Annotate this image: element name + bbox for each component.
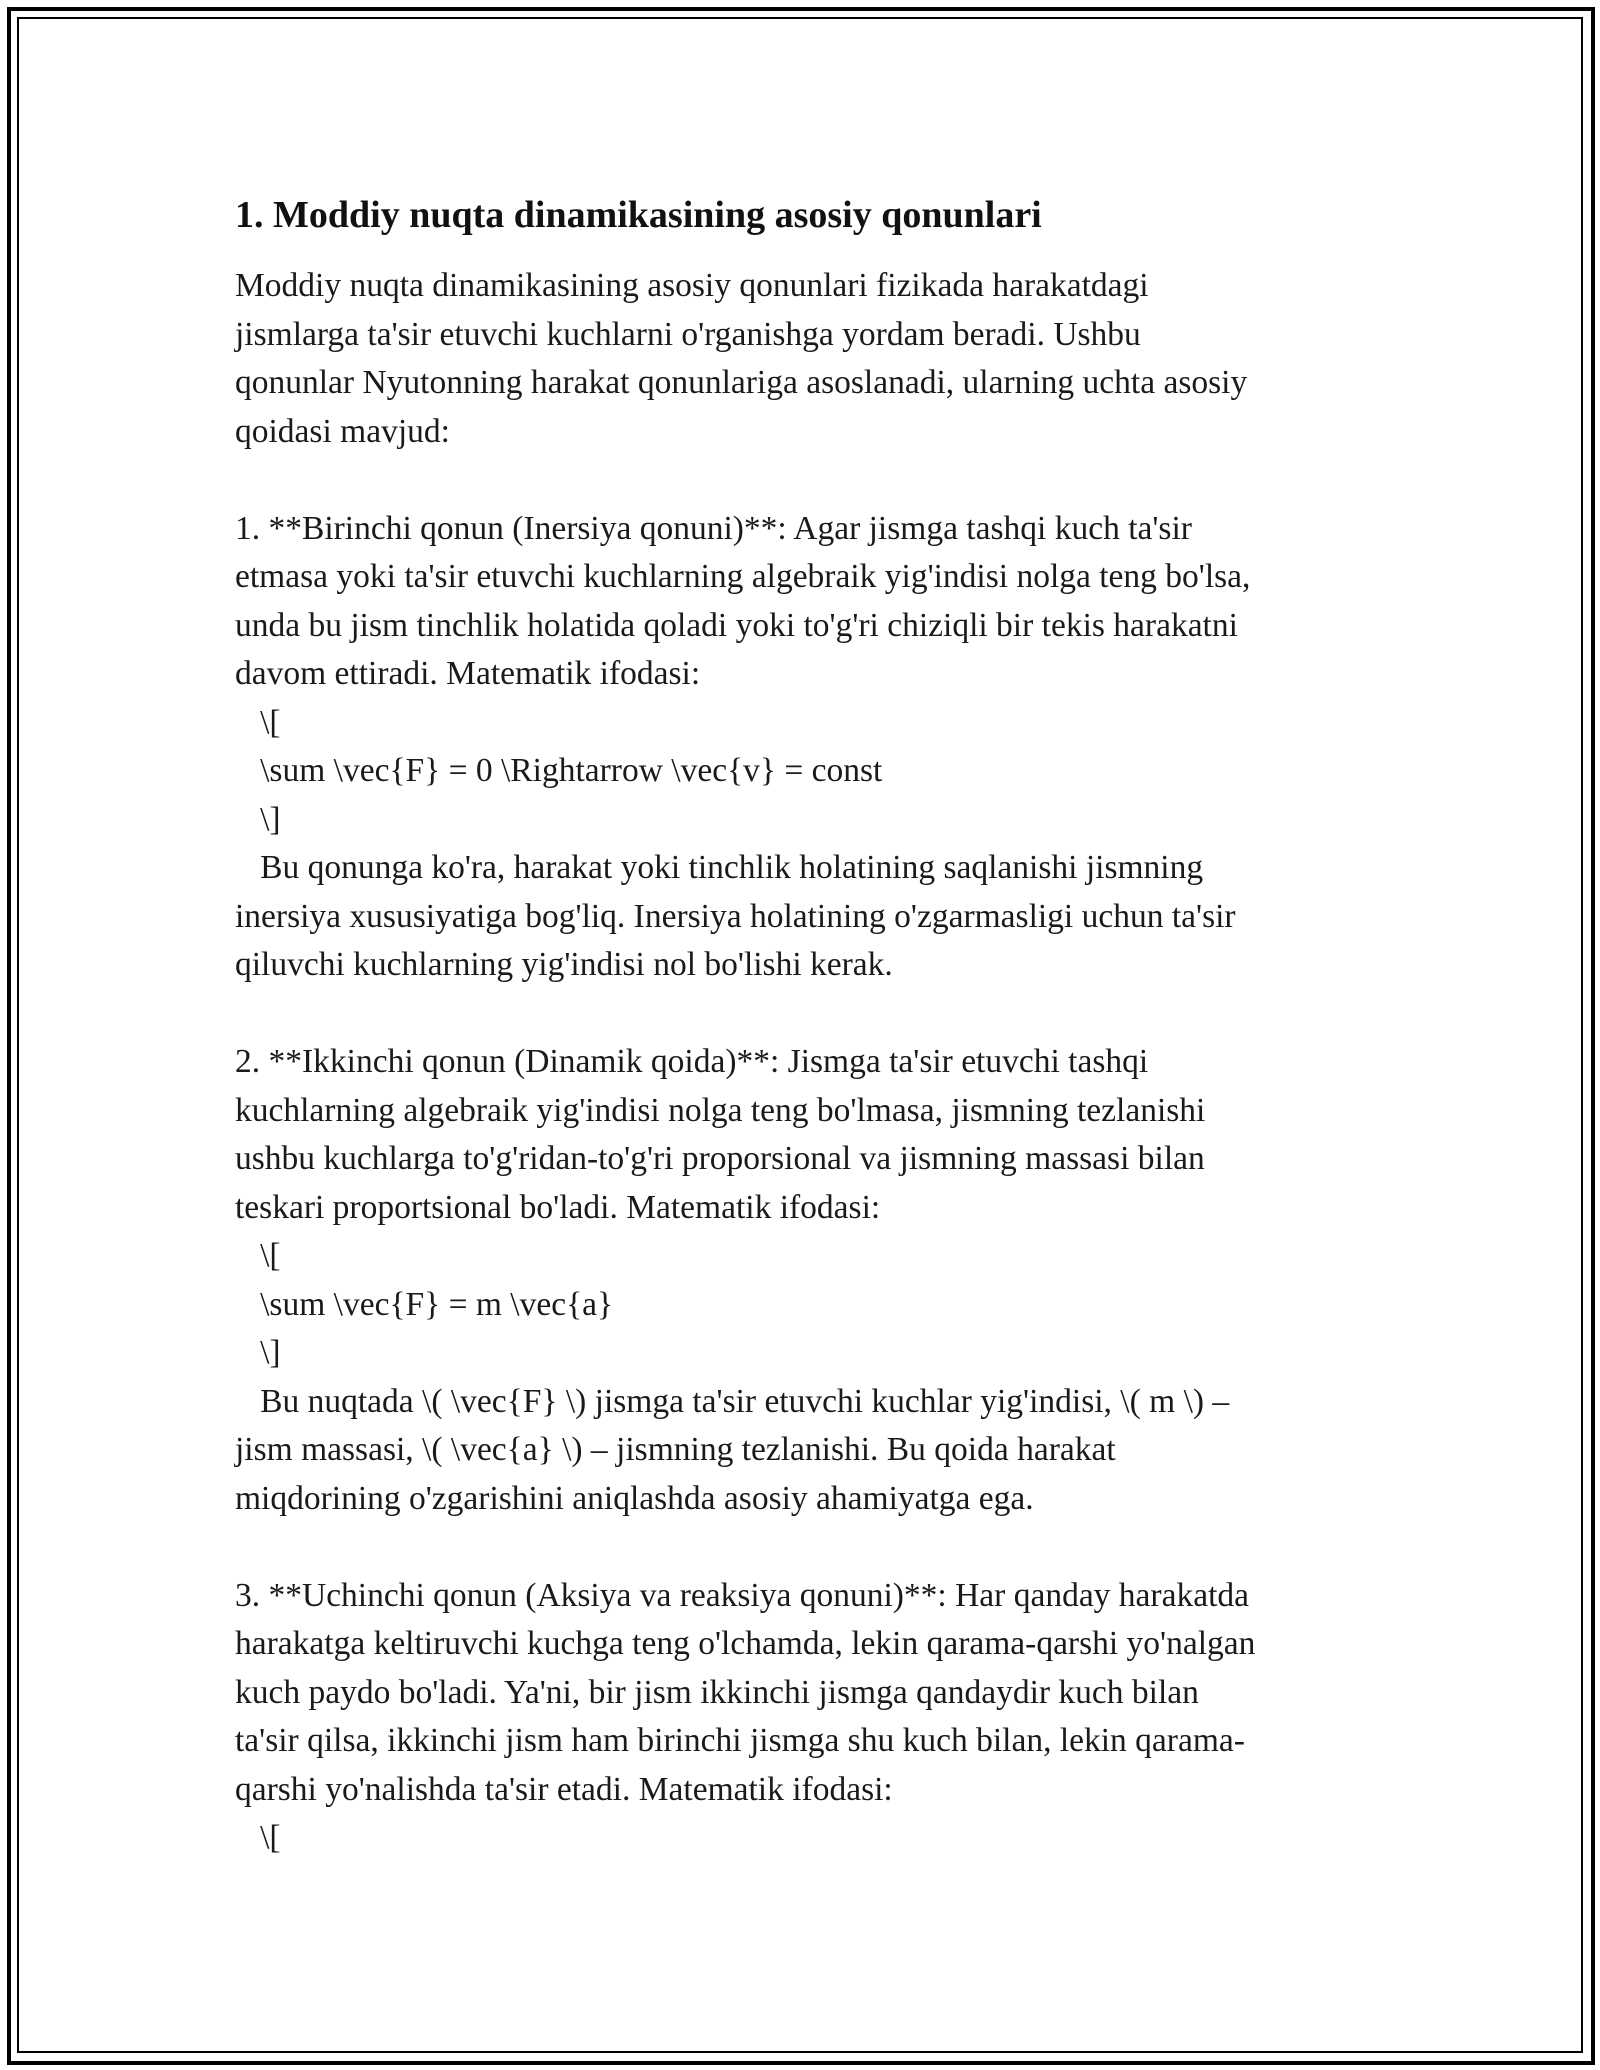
- body-text: Moddiy nuqta dinamikasining asosiy qonunlari fizikada harakatdagi jismlarga ta'sir etuvchi kuchlarni o'rganishga yordam beradi. Ushbu qonunlar Nyutonning harakat qonunlariga asoslanadi, ularning uchta asosiy qoidasi mavjud: 1. **Birinchi qonun (Inersiya qonuni)**: Agar jismga tashqi kuch ta'sir etmasa yoki ta'sir etuvchi kuchlarning algebraik yig'indisi nolga teng bo'lsa, unda bu jism tinchlik holatida qoladi yoki to'g'ri chiziqli bir tekis harakatni davom ettiradi. Matematik ifodasi: \[ \sum \vec{F} = 0 \Rightarrow \vec{v} = const \] Bu qonunga ko'ra, harakat yoki tinchlik holatining saqlanishi jismning inersiya xususiyatiga bog'liq. Inersiya holatining o'zgarmasligi uchun ta'sir qiluvchi kuchlarning yig'indisi nol bo'lishi kerak. 2. **Ikkinchi qonun (Dinamik qoida)**: Jismga ta'sir etuvchi tashqi kuchlarning algebraik yig'indisi nolga teng bo'lmasa, jismning tezlanishi ushbu kuchlarga to'g'ridan-to'g'ri proporsional va jismning massasi bilan teskari proportsional bo'ladi. Matematik ifodasi: \[ \sum \vec{F} = m \vec{a} \] Bu nuqtada \( \vec{F} \) jismga ta'sir etuvchi kuchlar yig'indisi, \( m \) – jism massasi, \( \vec{a} \) – jismning tezlanishi. Bu qoida harakat miqdorining o'zgarishini aniqlashda asosiy ahamiyatga ega. 3. **Uchinchi qonun (Aksiya va reaksiya qonuni)**: Har qanday harakatda harakatga keltiruvchi kuchga teng o'lchamda, lekin qarama-qarshi yo'nalgan kuch paydo bo'ladi. Ya'ni, bir jism ikkinchi jismga qandaydir kuch bilan ta'sir qilsa, ikkinchi jism ham birinchi jismga shu kuch bilan, lekin qarama- qarshi yo'nalishda ta'sir etadi. Matematik ifodasi: \[: [235, 267, 1256, 1856]
- document-content: [235, 188, 1365, 1863]
- section-heading: 1. Moddiy nuqta dinamikasining asosiy qonunlari: [235, 194, 1042, 236]
